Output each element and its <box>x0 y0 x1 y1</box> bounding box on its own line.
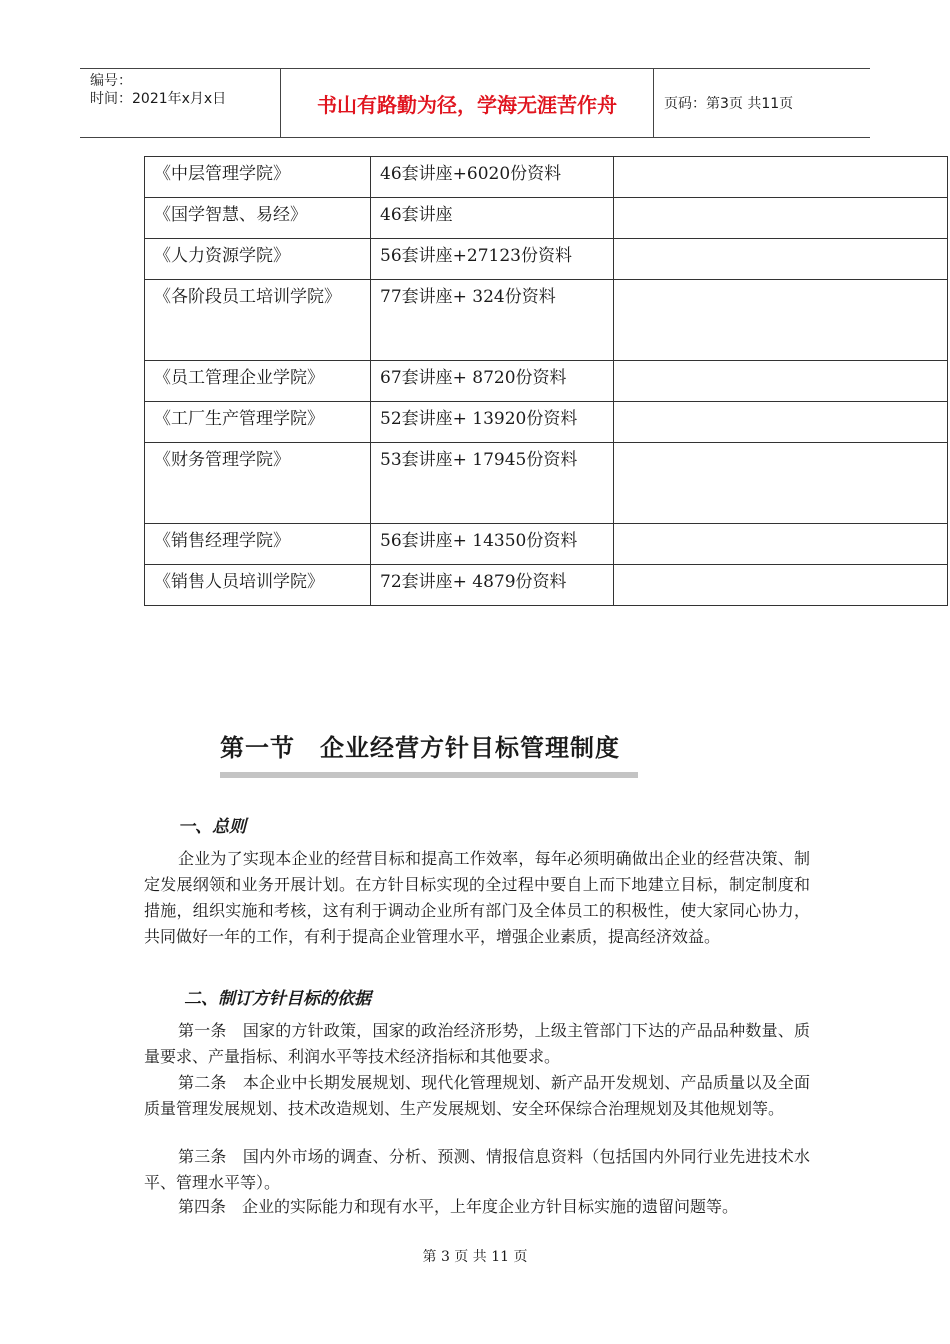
number-label: 编号： <box>90 73 132 89</box>
course-content-cell: 56套讲座+27123份资料 <box>371 239 614 280</box>
course-content-cell: 52套讲座+ 13920份资料 <box>371 402 614 443</box>
course-name-cell: 《中层管理学院》 <box>145 157 371 198</box>
header-page-info: 页码：第3页 共11页 <box>664 96 794 112</box>
part1-paragraph: 企业为了实现本企业的经营目标和提高工作效率，每年必须明确做出企业的经营决策、制定发展纲领和业务开展计划。在方针目标实现的全过程中要自上而下地建立目标，制定制度和措施，组织实施和考核，这有利于调动企业所有部门及全体员工的积极性，使大家同心协力，共同做好一年的工作，有利于提高企业管理水平，增强企业素质，提高经济效益。 <box>144 849 810 946</box>
page-footer: 第 3 页 共 11 页 <box>422 1249 528 1265</box>
course-name-cell: 《员工管理企业学院》 <box>145 361 371 402</box>
course-content-cell: 56套讲座+ 14350份资料 <box>371 524 614 565</box>
part1-heading: 一、总则 <box>178 817 246 837</box>
course-note-cell <box>614 198 948 239</box>
header-meta <box>80 69 281 137</box>
section-title: 第一节 企业经营方针目标管理制度 <box>220 734 620 762</box>
article-2: 第二条 本企业中长期发展规划、现代化管理规划、新产品开发规划、产品质量以及全面质量管理发展规划、技术改造规划、生产发展规划、安全环保综合治理规划及其他规划等。 <box>144 1073 810 1118</box>
course-note-cell <box>614 443 948 524</box>
article-1: 第一条 国家的方针政策，国家的政治经济形势，上级主管部门下达的产品品种数量、质量要求、产量指标、利润水平等技术经济指标和其他要求。 <box>144 1021 810 1066</box>
table-row <box>145 157 948 198</box>
course-note-cell <box>614 402 948 443</box>
header-motto: 书山有路勤为径，学海无涯苦作舟 <box>281 69 654 137</box>
course-name-cell: 《工厂生产管理学院》 <box>145 402 371 443</box>
table-row <box>145 565 948 606</box>
course-name-cell: 《财务管理学院》 <box>145 443 371 524</box>
article-4: 第四条 企业的实际能力和现有水平，上年度企业方针目标实施的遗留问题等。 <box>178 1197 739 1216</box>
course-name-cell: 《国学智慧、易经》 <box>145 198 371 239</box>
course-note-cell <box>614 565 948 606</box>
section-title-underline <box>220 772 638 778</box>
course-content-cell: 77套讲座+ 324份资料 <box>371 280 614 361</box>
courses-table <box>144 156 948 606</box>
course-note-cell <box>614 239 948 280</box>
courses-table-body <box>145 157 948 606</box>
table-row <box>145 239 948 280</box>
course-content-cell: 67套讲座+ 8720份资料 <box>371 361 614 402</box>
course-content-cell: 46套讲座+6020份资料 <box>371 157 614 198</box>
table-row <box>145 524 948 565</box>
course-name-cell: 《各阶段员工培训学院》 <box>145 280 371 361</box>
course-content-cell: 46套讲座 <box>371 198 614 239</box>
course-note-cell <box>614 157 948 198</box>
course-note-cell <box>614 524 948 565</box>
part2-heading: 二、制订方针目标的依据 <box>184 989 371 1009</box>
course-name-cell: 《销售经理学院》 <box>145 524 371 565</box>
table-row <box>145 198 948 239</box>
course-note-cell <box>614 361 948 402</box>
page-header <box>80 68 870 138</box>
article-3: 第三条 国内外市场的调查、分析、预测、情报信息资料（包括国内外同行业先进技术水平、管理水平等）。 <box>144 1147 810 1192</box>
table-row <box>145 361 948 402</box>
course-note-cell <box>614 280 948 361</box>
course-content-cell: 53套讲座+ 17945份资料 <box>371 443 614 524</box>
table-row <box>145 402 948 443</box>
table-row <box>145 280 948 361</box>
date-label: 时间：2021年x月x日 <box>90 91 227 107</box>
table-row <box>145 443 948 524</box>
course-name-cell: 《人力资源学院》 <box>145 239 371 280</box>
course-content-cell: 72套讲座+ 4879份资料 <box>371 565 614 606</box>
course-name-cell: 《销售人员培训学院》 <box>145 565 371 606</box>
